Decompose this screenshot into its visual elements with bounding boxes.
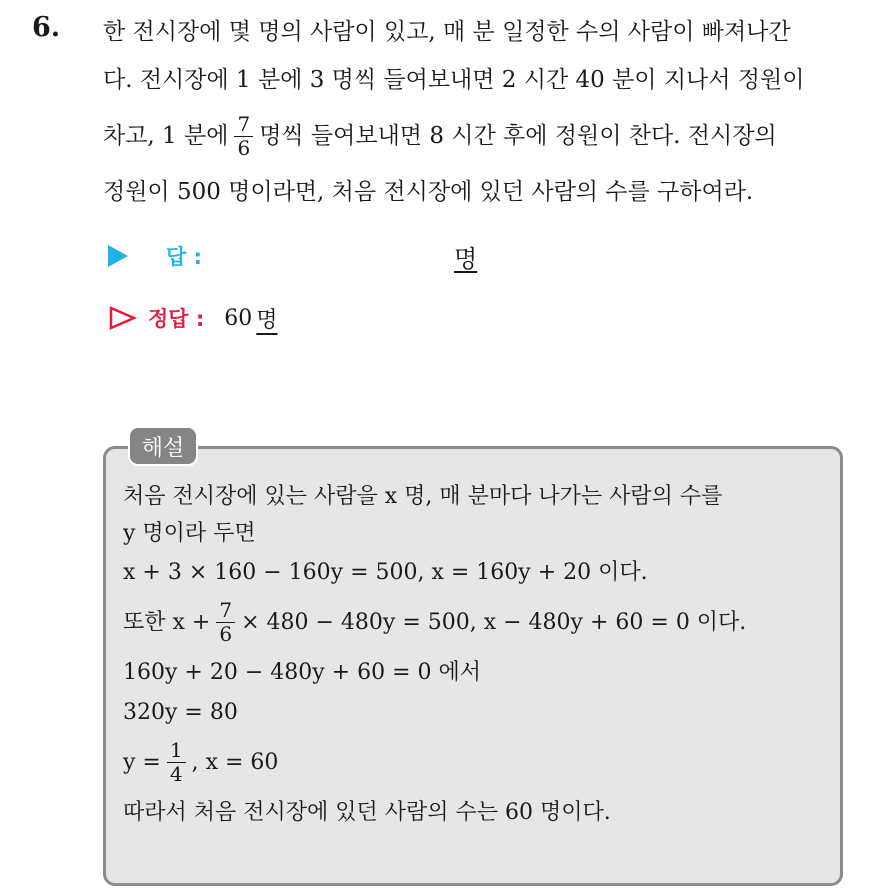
solution-content (123, 478, 838, 832)
solution-line-7 (123, 732, 838, 792)
problem-line-3 (103, 104, 878, 168)
correct-answer-value: 60 (224, 305, 253, 331)
fraction-denominator: 6 (219, 621, 233, 646)
play-triangle-icon (108, 245, 128, 267)
solution-fraction-seven-sixths (216, 597, 235, 646)
fraction-numerator: 7 (234, 114, 253, 137)
correct-answer-row (108, 298, 278, 338)
problem-line-2: 다. 전시장에 1 분에 3 명씩 들여보내면 2 시간 40 분이 지나서 정원이 (103, 67, 805, 93)
correct-answer-label: 정답 : (148, 307, 205, 331)
solution-line-5: 160y + 20 − 480y + 60 = 0 에서 (123, 659, 482, 685)
solution-tab: 해설 (128, 426, 198, 466)
fraction-seven-sixths (234, 111, 253, 160)
solution-line-8: 따라서 처음 전시장에 있던 사람의 수는 60 명이다. (123, 799, 611, 825)
solution-line-7-after: , x = 60 (191, 749, 279, 775)
solution-line-4 (123, 592, 838, 652)
solution-line-2: y 명이라 두면 (123, 521, 256, 546)
fraction-numerator: 1 (167, 740, 186, 763)
solution-line-3: x + 3 × 160 − 160y = 500, x = 160y + 20 이다. (123, 559, 648, 585)
fraction-numerator: 7 (216, 600, 235, 623)
question-number: 6. (32, 12, 61, 43)
solution-line-7-before: y = (123, 749, 161, 775)
solution-line-6: 320y = 80 (123, 699, 238, 725)
problem-line-4: 정원이 500 명이라면, 처음 전시장에 있던 사람의 수를 구하여라. (103, 179, 754, 205)
answer-unit: 명 (454, 244, 478, 273)
solution-fraction-one-fourth (167, 737, 186, 786)
solution-line-4-after: × 480 − 480y = 500, x − 480y + 60 = 0 이다. (241, 609, 747, 635)
answer-row (108, 236, 508, 276)
outline-triangle-icon (108, 305, 138, 331)
correct-answer-unit: 명 (256, 307, 278, 333)
problem-line-3-before: 차고, 1 분에 (103, 123, 229, 149)
problem-line-1: 한 전시장에 몇 명의 사람이 있고, 매 분 일정한 수의 사람이 빠져나간 (103, 19, 791, 45)
problem-text (103, 8, 878, 216)
answer-label: 답 : (166, 245, 202, 269)
fraction-denominator: 6 (237, 135, 251, 160)
fraction-denominator: 4 (169, 761, 183, 786)
solution-line-4-before: 또한 x + (123, 609, 211, 635)
problem-line-3-after: 명씩 들여보내면 8 시간 후에 정원이 찬다. 전시장의 (259, 123, 777, 149)
solution-line-1: 처음 전시장에 있는 사람을 x 명, 매 분마다 나가는 사람의 수를 (123, 484, 723, 509)
